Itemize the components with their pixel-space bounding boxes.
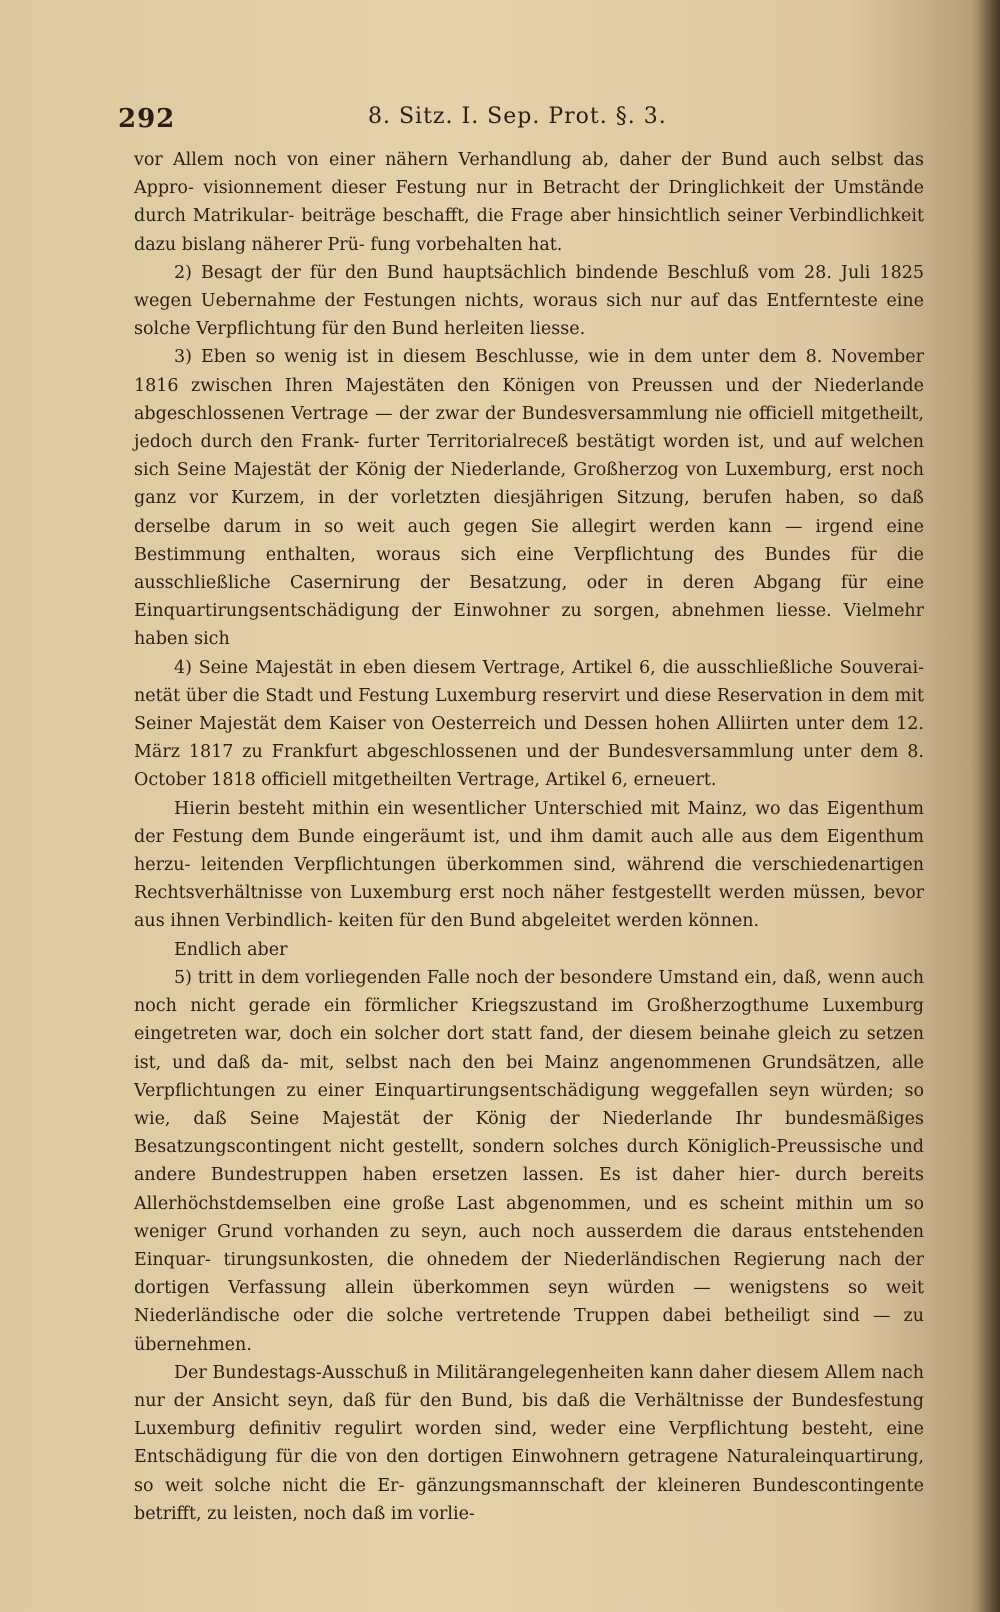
paragraph-point-3: 3) Eben so wenig ist in diesem Beschlusse, wie in dem unter dem 8. November 1816 zwischen Ihren Majestäten den Königen von Preussen und der Niederlande abgeschlossenen Vertrage — der zwar der Bundesversammlung nie officiell mitgetheilt, jedoch durch den Frank- furter Territorialreceß bestätigt worden ist, und auf welchen sich Seine Majestät der König der Niederlande, Großherzog von Luxemburg, erst noch ganz vor Kurzem, in der vorletzten diesjährigen Sitzung, berufen haben, so daß derselbe darum in so weit auch gegen Sie allegirt werden kann — irgend eine Bestimmung enthalten, woraus sich eine Verpflichtung des Bundes für die ausschließliche Casernirung der Besatzung, oder in deren Abgang für eine Einquartirungsentschädigung der Einwohner zu sorgen, abnehmen liesse. Vielmehr haben sich <box>134 347 924 650</box>
paragraph-continuation: vor Allem noch von einer nähern Verhandlung ab, daher der Bund auch selbst das Appro- visionnement dieser Festung nur in Betracht der Dringlichkeit der Umstände durch Matrikular- beiträge beschafft, die Frage aber hinsichtlich seiner Verbindlichkeit dazu bislang näherer Prü- fung vorbehalten hat. <box>134 150 924 255</box>
body-text <box>134 146 924 1528</box>
running-head: 8. Sitz. I. Sep. Prot. §. 3. <box>368 104 667 129</box>
paragraph-endlich: Endlich aber <box>174 939 288 960</box>
page-number: 292 <box>118 104 176 134</box>
paragraph-conclusion: Der Bundestags-Ausschuß in Militärangelegenheiten kann daher diesem Allem nach nur der Ansicht seyn, daß für den Bund, bis daß die Verhältnisse der Bundesfestung Luxemburg definitiv regulirt worden sind, weder eine Verpflichtung besteht, eine Entschädigung für die von den dortigen Einwohnern getragene Naturaleinquartirung, so weit solche nicht die Er- gänzungsmannschaft der kleineren Bundescontingente betrifft, zu leisten, noch daß im vorlie- <box>134 1362 924 1524</box>
paragraph-point-5: 5) tritt in dem vorliegenden Falle noch der besondere Umstand ein, daß, wenn auch noch nicht gerade ein förmlicher Kriegszustand im Großherzogthume Luxemburg eingetreten war, doch ein solcher dort statt fand, der diesem beinahe gleich zu setzen ist, und daß da- mit, selbst nach den bei Mainz angenommenen Grundsätzen, alle Verpflichtungen zu einer Einquartirungsentschädigung weggefallen seyn würden; so wie, daß Seine Majestät der König der Niederlande Ihr bundesmäßiges Besatzungscontingent nicht gestellt, sondern solches durch Königlich-Preussische und andere Bundestruppen haben ersetzen lassen. Es ist daher hier- durch bereits Allerhöchstdemselben eine große Last abgenommen, und es scheint mithin um so weniger Grund vorhanden zu seyn, auch noch ausserdem die daraus entstehenden Einquar- tirungsunkosten, die ohnedem der Niederländischen Regierung nach der dortigen Verfassung allein überkommen seyn würden — wenigstens so weit Niederländische oder die solche vertretende Truppen dabei betheiligt sind — zu übernehmen. <box>134 967 924 1355</box>
page-header <box>118 104 898 134</box>
paragraph-point-2: 2) Besagt der für den Bund hauptsächlich bindende Beschluß vom 28. Juli 1825 wegen Uebernahme der Festungen nichts, woraus sich nur auf das Entfernteste eine solche Verpflichtung für den Bund herleiten liesse. <box>134 262 924 340</box>
paragraph-point-4: 4) Seine Majestät in eben diesem Vertrage, Artikel 6, die ausschließliche Souverai- netät über die Stadt und Festung Luxemburg reservirt und diese Reservation in dem mit Seiner Majestät dem Kaiser von Oesterreich und Dessen hohen Alliirten unter dem 12. März 1817 zu Frankfurt abgeschlossenen und der Bundesversammlung unter dem 8. October 1818 officiell mitgetheilten Vertrage, Artikel 6, erneuert. <box>134 657 924 791</box>
page-edge-shadow <box>978 0 1000 1612</box>
paragraph-mainz-comparison: Hierin besteht mithin ein wesentlicher Unterschied mit Mainz, wo das Eigenthum der Festung dem Bunde eingeräumt ist, und ihm damit auch alle aus dem Eigenthum herzu- leitenden Verpflichtungen überkommen sind, während die verschiedenartigen Rechtsverhältnisse von Luxemburg erst noch näher festgestellt werden müssen, bevor aus ihnen Verbindlich- keiten für den Bund abgeleitet werden können. <box>134 798 924 932</box>
